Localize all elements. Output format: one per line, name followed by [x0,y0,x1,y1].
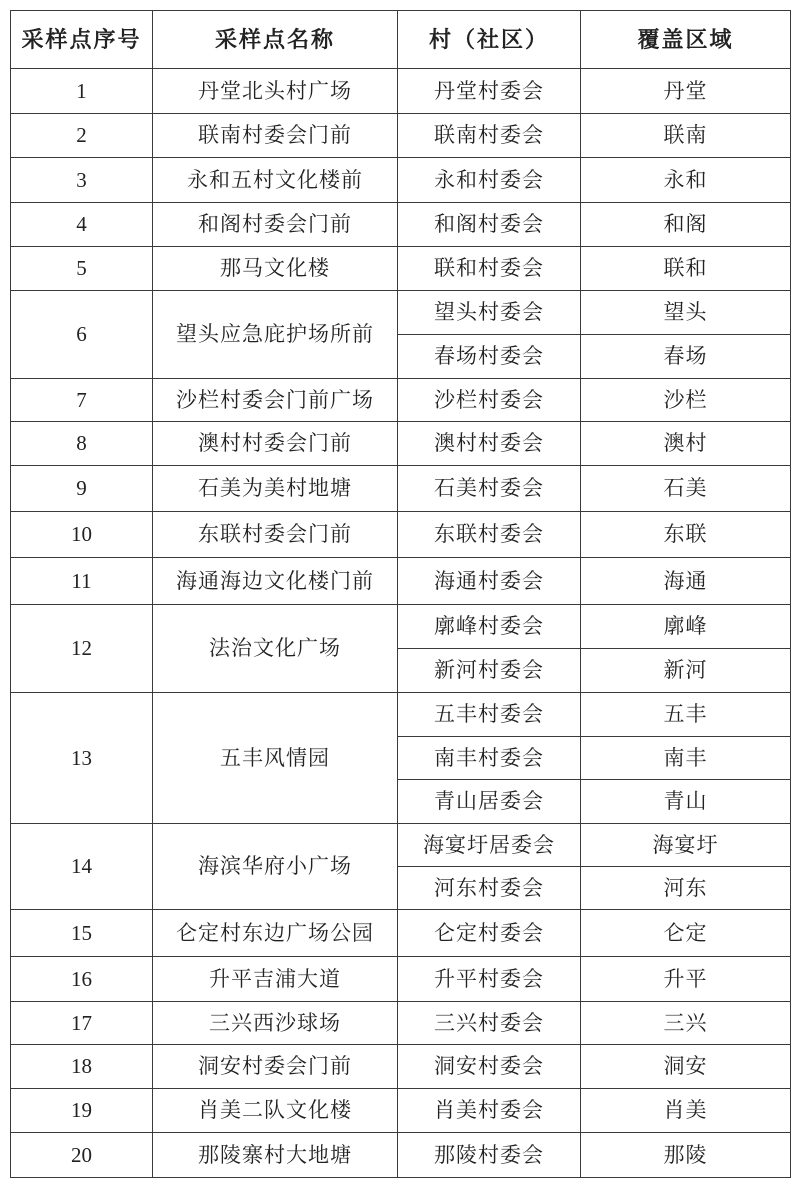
cell-site-name: 那马文化楼 [153,247,398,291]
cell-village: 仑定村委会 [398,910,581,957]
cell-index: 15 [11,910,153,957]
table-row [11,1089,791,1133]
cell-site-name: 升平吉浦大道 [153,957,398,1002]
cell-coverage-area: 东联 [581,512,791,558]
cell-index: 7 [11,379,153,422]
cell-coverage-area: 石美 [581,466,791,512]
cell-index: 2 [11,114,153,158]
table-row [11,158,791,203]
cell-coverage-area: 青山 [581,780,791,824]
cell-village: 联和村委会 [398,247,581,291]
cell-coverage-area: 五丰 [581,693,791,737]
cell-index: 14 [11,824,153,910]
header-index: 采样点序号 [11,11,153,69]
table-row [11,605,791,649]
cell-index: 6 [11,291,153,379]
table-row [11,291,791,335]
cell-site-name: 丹堂北头村广场 [153,69,398,114]
cell-site-name: 海通海边文化楼门前 [153,558,398,605]
table-row [11,1045,791,1089]
cell-site-name: 五丰风情园 [153,693,398,824]
cell-village: 联南村委会 [398,114,581,158]
cell-coverage-area: 海通 [581,558,791,605]
cell-coverage-area: 永和 [581,158,791,203]
cell-village: 和阁村委会 [398,203,581,247]
cell-coverage-area: 联和 [581,247,791,291]
table-row [11,957,791,1002]
cell-index: 11 [11,558,153,605]
table-row [11,422,791,466]
cell-village: 河东村委会 [398,867,581,910]
cell-village: 那陵村委会 [398,1133,581,1178]
cell-index: 1 [11,69,153,114]
cell-coverage-area: 和阁 [581,203,791,247]
table-row [11,512,791,558]
cell-site-name: 法治文化广场 [153,605,398,693]
cell-coverage-area: 春场 [581,335,791,379]
header-row [11,11,791,69]
cell-site-name: 洞安村委会门前 [153,1045,398,1089]
cell-coverage-area: 肖美 [581,1089,791,1133]
cell-village: 丹堂村委会 [398,69,581,114]
cell-site-name: 联南村委会门前 [153,114,398,158]
table-row [11,379,791,422]
cell-coverage-area: 河东 [581,867,791,910]
cell-coverage-area: 三兴 [581,1002,791,1045]
cell-coverage-area: 新河 [581,649,791,693]
cell-site-name: 石美为美村地塘 [153,466,398,512]
sampling-point-table [10,10,791,1178]
header-area: 覆盖区域 [581,11,791,69]
cell-village: 海宴圩居委会 [398,824,581,867]
cell-village: 三兴村委会 [398,1002,581,1045]
cell-site-name: 澳村村委会门前 [153,422,398,466]
header-village: 村（社区） [398,11,581,69]
cell-village: 南丰村委会 [398,737,581,780]
cell-index: 20 [11,1133,153,1178]
cell-index: 12 [11,605,153,693]
cell-coverage-area: 南丰 [581,737,791,780]
table-row [11,69,791,114]
cell-village: 望头村委会 [398,291,581,335]
cell-coverage-area: 望头 [581,291,791,335]
cell-coverage-area: 廓峰 [581,605,791,649]
cell-coverage-area: 丹堂 [581,69,791,114]
cell-index: 19 [11,1089,153,1133]
cell-coverage-area: 沙栏 [581,379,791,422]
cell-coverage-area: 仑定 [581,910,791,957]
cell-coverage-area: 联南 [581,114,791,158]
cell-village: 石美村委会 [398,466,581,512]
header-name: 采样点名称 [153,11,398,69]
table-row [11,824,791,867]
cell-village: 春场村委会 [398,335,581,379]
cell-site-name: 仑定村东边广场公园 [153,910,398,957]
table-row [11,114,791,158]
cell-index: 18 [11,1045,153,1089]
cell-site-name: 沙栏村委会门前广场 [153,379,398,422]
cell-index: 17 [11,1002,153,1045]
cell-index: 3 [11,158,153,203]
cell-index: 9 [11,466,153,512]
cell-village: 澳村村委会 [398,422,581,466]
cell-coverage-area: 洞安 [581,1045,791,1089]
table-row [11,203,791,247]
cell-site-name: 望头应急庇护场所前 [153,291,398,379]
cell-village: 新河村委会 [398,649,581,693]
cell-village: 沙栏村委会 [398,379,581,422]
cell-coverage-area: 澳村 [581,422,791,466]
cell-index: 5 [11,247,153,291]
table-row [11,910,791,957]
cell-coverage-area: 升平 [581,957,791,1002]
cell-village: 海通村委会 [398,558,581,605]
cell-site-name: 海滨华府小广场 [153,824,398,910]
cell-village: 青山居委会 [398,780,581,824]
table-row [11,693,791,737]
cell-site-name: 和阁村委会门前 [153,203,398,247]
table-row [11,247,791,291]
cell-coverage-area: 海宴圩 [581,824,791,867]
table-body [11,69,791,1178]
cell-site-name: 永和五村文化楼前 [153,158,398,203]
cell-village: 永和村委会 [398,158,581,203]
cell-village: 洞安村委会 [398,1045,581,1089]
cell-village: 东联村委会 [398,512,581,558]
table-row [11,466,791,512]
cell-village: 肖美村委会 [398,1089,581,1133]
cell-village: 升平村委会 [398,957,581,1002]
table-row [11,1133,791,1178]
cell-village: 五丰村委会 [398,693,581,737]
cell-index: 13 [11,693,153,824]
table-row [11,558,791,605]
cell-site-name: 那陵寨村大地塘 [153,1133,398,1178]
cell-index: 10 [11,512,153,558]
cell-coverage-area: 那陵 [581,1133,791,1178]
cell-index: 8 [11,422,153,466]
table-row [11,1002,791,1045]
cell-site-name: 肖美二队文化楼 [153,1089,398,1133]
cell-village: 廓峰村委会 [398,605,581,649]
cell-index: 16 [11,957,153,1002]
cell-site-name: 东联村委会门前 [153,512,398,558]
cell-index: 4 [11,203,153,247]
cell-site-name: 三兴西沙球场 [153,1002,398,1045]
